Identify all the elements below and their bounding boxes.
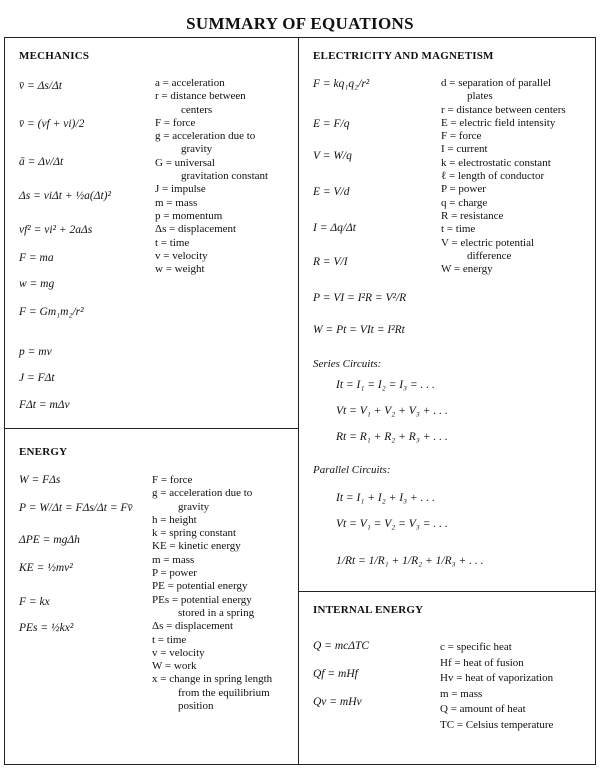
definition: t = time [155,236,190,249]
energy-heading: ENERGY [19,446,68,458]
definition: Q = amount of heat [440,703,526,715]
equation: FΔt = mΔv [19,399,70,411]
definition: r = distance between [155,90,246,103]
series-equation: Rt = R₁ + R₂ + R₃ + . . . [336,431,448,443]
page-title: SUMMARY OF EQUATIONS [186,14,414,33]
equation: PEs = ½kx² [19,622,74,634]
definition: gravity [178,500,210,513]
definition: KE = kinetic energy [152,540,241,553]
series-circuits-heading: Series Circuits: [313,358,382,370]
definition: TC = Celsius temperature [440,718,554,731]
equation: F = ma [19,252,54,264]
definition: g = acceleration due to [152,487,253,500]
definition: PE = potential energy [152,580,248,593]
definition: Δs = displacement [155,223,237,236]
equation: vf² = vi² + 2aΔs [19,224,93,236]
parallel-equation: 1/Rt = 1/R₁ + 1/R₂ + 1/R₃ + . . . [336,555,484,567]
equation: p = mv [19,346,52,358]
internal-definitions [440,640,553,733]
definition: centers [181,103,213,116]
equation: P = W/Δt = FΔs/Δt = Fv̄ [19,502,133,514]
definition: x = change in spring length [152,673,273,686]
parallel-equation: Vt = V₁ = V₂ = V₃ = . . . [336,518,448,530]
definition: t = time [441,223,476,236]
definition: F = force [441,130,482,143]
definition: t = time [152,633,187,646]
definition: gravitation constant [181,170,269,183]
equation: Qv = mHv [313,696,362,708]
mechanics-definitions [155,77,268,276]
definition: g = acceleration due to [155,130,256,143]
equation: E = V/d [313,186,350,198]
equation: v̄ = Δs/Δt [19,80,62,92]
definition: PEs = potential energy [152,593,252,606]
definition: gravity [181,143,213,156]
definition: ℓ = length of conductor [441,170,545,183]
series-equation: Vt = V₁ + V₂ + V₃ + . . . [336,405,448,417]
definition: R = resistance [441,209,504,222]
equation: ΔPE = mgΔh [19,534,80,546]
definition: E = electric field intensity [441,116,556,129]
equation: v̄ = (vf + vi)/2 [19,118,85,130]
definition: from the equilibrium [178,686,270,699]
definition: v = velocity [152,646,205,659]
equation: W = FΔs [19,474,61,486]
definition: a = acceleration [155,77,225,89]
definition: m = mass [152,553,195,566]
parallel-circuits-heading: Parallel Circuits: [313,464,391,476]
definition: W = work [152,660,197,673]
definition: J = impulse [155,183,206,196]
equation: Δs = viΔt + ½a(Δt)² [19,190,111,202]
definition: Δs = displacement [152,620,234,633]
energy-definitions [152,474,272,713]
electricity-heading: ELECTRICITY AND MAGNETISM [313,50,494,62]
definition: c = specific heat [440,641,512,653]
series-equation: It = I₁ = I₂ = I₃ = . . . [336,379,435,391]
definition: h = height [152,513,197,526]
equation: I = Δq/Δt [313,222,356,234]
electricity-definitions [441,77,566,276]
equation: w = mg [19,278,55,290]
definition: F = force [152,474,193,486]
definition: Hf = heat of fusion [440,656,524,669]
definition: plates [467,90,493,103]
equation: Q = mcΔTC [313,640,370,652]
equation: V = W/q [313,150,352,162]
mechanics-heading: MECHANICS [19,50,90,62]
equation: F = kx [19,596,50,608]
definition: m = mass [440,687,483,700]
definition: m = mass [155,196,198,209]
definition: V = electric potential [441,236,535,249]
definition: q = charge [441,196,488,209]
definition: G = universal [155,156,215,169]
parallel-equation: It = I₁ + I₂ + I₃ + . . . [336,492,435,504]
definition: w = weight [155,263,205,276]
equation: W = Pt = VIt = I²Rt [313,324,405,336]
equation: R = V/I [313,256,348,268]
equation: F = kq₁q₂/r² [313,78,370,90]
definition: W = energy [441,263,493,276]
equation: ā = Δv/Δt [19,156,64,168]
equation: Qf = mHf [313,668,358,680]
definition: I = current [441,143,488,156]
equation: E = F/q [313,118,350,130]
equation: F = Gm₁m₂/r² [19,306,84,318]
equation: KE = ½mv² [19,562,73,574]
definition: d = separation of parallel [441,77,552,89]
definition: v = velocity [155,249,208,262]
equation: P = VI = I²R = V²/R [313,292,407,304]
definition: Hv = heat of vaporization [440,672,554,684]
definition: F = force [155,116,196,129]
definition: p = momentum [155,209,223,222]
definition: stored in a spring [178,606,255,619]
definition: P = power [152,567,197,580]
equation: J = FΔt [19,372,55,384]
internal-energy-heading: INTERNAL ENERGY [313,604,424,616]
definition: r = distance between centers [441,103,566,116]
definition: position [178,700,214,713]
definition: k = electrostatic constant [441,156,551,169]
definition: difference [467,249,512,262]
definition: P = power [441,183,486,196]
definition: k = spring constant [152,527,237,540]
